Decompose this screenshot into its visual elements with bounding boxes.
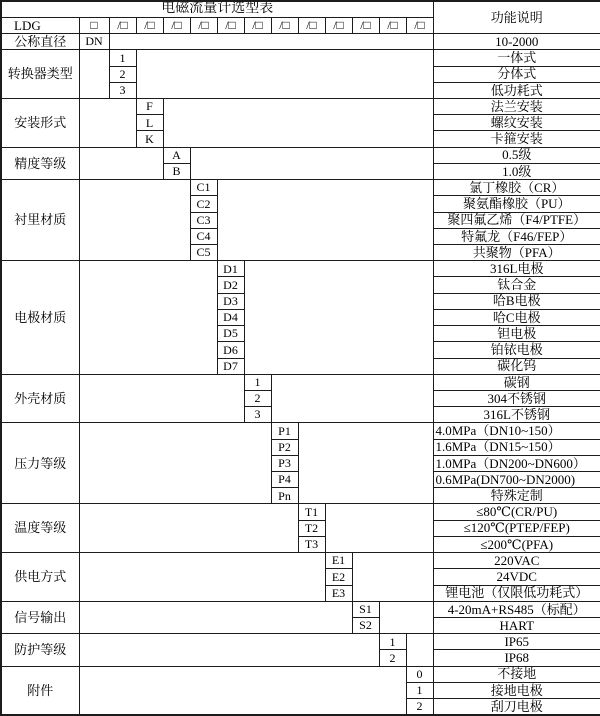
category-label: 附件 <box>1 666 79 715</box>
function-value-cell: 法兰安装 <box>433 99 600 115</box>
selection-code-cell: S1 <box>352 601 379 617</box>
selection-code-cell: 0 <box>406 666 433 682</box>
selection-code-cell: DN <box>79 34 109 50</box>
selection-code-cell: C2 <box>190 196 217 212</box>
category-label: 精度等级 <box>1 147 79 179</box>
function-value-cell: 24VDC <box>433 569 600 585</box>
function-value-cell: 不接地 <box>433 666 600 682</box>
function-value-cell: 哈B电极 <box>433 293 600 309</box>
function-value-cell: 4.0MPa（DN10~150） <box>433 423 600 439</box>
selection-code-cell: 2 <box>379 650 406 666</box>
function-value-cell: 螺纹安装 <box>433 115 600 131</box>
selection-code-cell: D5 <box>217 326 244 342</box>
selection-code-cell: P3 <box>271 455 298 471</box>
spacer-cell <box>190 147 433 179</box>
function-value-cell: 铂铱电极 <box>433 342 600 358</box>
selection-code-cell: C4 <box>190 228 217 244</box>
selection-code-cell: C5 <box>190 244 217 260</box>
spacer-cell <box>79 261 217 375</box>
function-value-cell: 刮刀电极 <box>433 699 600 715</box>
function-value-cell: ≤120℃(PTEP/FEP) <box>433 520 600 536</box>
function-value-cell: 0.6MPa(DN700~DN2000) <box>433 472 600 488</box>
function-value-cell: IP65 <box>433 634 600 650</box>
model-box-cell: /□ <box>136 17 163 33</box>
function-value-cell: 接地电极 <box>433 682 600 698</box>
function-value-cell: 316L电极 <box>433 261 600 277</box>
category-label: 衬里材质 <box>1 180 79 261</box>
function-value-cell: 聚氨酯橡胶（PU） <box>433 196 600 212</box>
selection-code-cell: D3 <box>217 293 244 309</box>
selection-row <box>1 504 600 520</box>
selection-code-cell: P4 <box>271 472 298 488</box>
selection-code-cell: L <box>136 115 163 131</box>
title-row <box>1 1 600 17</box>
selection-code-cell: D7 <box>217 358 244 374</box>
function-value-cell: 碳钢 <box>433 374 600 390</box>
spacer-cell <box>163 99 433 148</box>
selection-row <box>1 261 600 277</box>
selection-row <box>1 147 600 163</box>
function-value-cell: ≤80℃(CR/PU) <box>433 504 600 520</box>
spacer-cell <box>79 423 271 504</box>
function-value-cell: 4-20mA+RS485（标配） <box>433 601 600 617</box>
selection-code-cell: T3 <box>298 536 325 552</box>
model-box-cell: /□ <box>244 17 271 33</box>
model-box-cell: /□ <box>298 17 325 33</box>
spacer-cell <box>79 180 190 261</box>
spacer-cell <box>271 374 433 423</box>
spacer-cell <box>244 261 433 375</box>
category-label: 电极材质 <box>1 261 79 375</box>
category-label: 转换器类型 <box>1 50 79 99</box>
selection-code-cell: A <box>163 147 190 163</box>
category-label: 公称直径 <box>1 34 79 50</box>
model-box-cell: /□ <box>163 17 190 33</box>
category-label: 信号输出 <box>1 601 79 633</box>
spacer-cell <box>79 601 352 633</box>
model-box-cell: /□ <box>271 17 298 33</box>
model-prefix-cell: LDG <box>1 17 79 33</box>
selection-row <box>1 50 600 66</box>
selection-code-cell: 2 <box>406 699 433 715</box>
selection-code-cell: Pn <box>271 488 298 504</box>
selection-code-cell: D4 <box>217 309 244 325</box>
spacer-cell <box>79 666 406 715</box>
model-box-cell: /□ <box>109 17 136 33</box>
category-label: 防护等级 <box>1 634 79 666</box>
function-value-cell: ≤200℃(PFA) <box>433 536 600 552</box>
selection-code-cell: C1 <box>190 180 217 196</box>
selection-code-cell: S2 <box>352 618 379 634</box>
model-box-cell: /□ <box>190 17 217 33</box>
spacer-cell <box>136 50 433 99</box>
spacer-cell <box>379 601 433 633</box>
function-value-cell: HART <box>433 618 600 634</box>
spacer-cell <box>79 634 379 666</box>
function-value-cell: IP68 <box>433 650 600 666</box>
category-label: 温度等级 <box>1 504 79 553</box>
selection-row <box>1 423 600 439</box>
selection-code-cell: D1 <box>217 261 244 277</box>
model-box-cell: /□ <box>379 17 406 33</box>
selection-row <box>1 634 600 650</box>
function-value-cell: 一体式 <box>433 50 600 66</box>
spacer-cell <box>217 180 433 261</box>
function-value-cell: 特殊定制 <box>433 488 600 504</box>
model-box-cell: /□ <box>325 17 352 33</box>
function-value-cell: 1.0级 <box>433 163 600 179</box>
function-value-cell: 钛合金 <box>433 277 600 293</box>
selection-code-cell: E2 <box>325 569 352 585</box>
spacer-cell <box>79 553 325 602</box>
selection-code-cell: K <box>136 131 163 147</box>
selection-row <box>1 180 600 196</box>
spacer-cell <box>79 50 109 99</box>
table-title: 电磁流量计选型表 <box>1 1 433 17</box>
selection-row <box>1 553 600 569</box>
function-value-cell: 1.0MPa（DN200~DN600） <box>433 455 600 471</box>
function-value-cell: 220VAC <box>433 553 600 569</box>
category-label: 安装形式 <box>1 99 79 148</box>
spacer-cell <box>79 374 244 423</box>
function-column-header: 功能说明 <box>433 1 600 34</box>
spacer-cell <box>79 99 136 148</box>
selection-code-cell: 1 <box>379 634 406 650</box>
category-label: 外壳材质 <box>1 374 79 423</box>
selection-code-cell: D2 <box>217 277 244 293</box>
function-value-cell: 10-2000 <box>433 34 600 50</box>
spacer-cell <box>406 634 433 666</box>
spacer-cell <box>352 553 433 602</box>
function-value-cell: 哈C电极 <box>433 309 600 325</box>
function-value-cell: 316L不锈钢 <box>433 407 600 423</box>
selection-code-cell: F <box>136 99 163 115</box>
selection-code-cell: 1 <box>109 50 136 66</box>
selection-code-cell: 2 <box>244 390 271 406</box>
spacer-cell <box>79 504 298 553</box>
model-box-cell: /□ <box>406 17 433 33</box>
function-value-cell: 304不锈钢 <box>433 390 600 406</box>
selection-code-cell: B <box>163 163 190 179</box>
function-value-cell: 低功耗式 <box>433 82 600 98</box>
function-value-cell: 0.5级 <box>433 147 600 163</box>
selection-code-cell: P2 <box>271 439 298 455</box>
selection-row <box>1 601 600 617</box>
selection-code-cell: E1 <box>325 553 352 569</box>
selection-code-cell: 3 <box>109 82 136 98</box>
function-value-cell: 锂电池（仅限低功耗式） <box>433 585 600 601</box>
function-value-cell: 卡箍安装 <box>433 131 600 147</box>
function-value-cell: 氯丁橡胶（CR） <box>433 180 600 196</box>
function-value-cell: 共聚物（PFA） <box>433 244 600 260</box>
selection-code-cell: T2 <box>298 520 325 536</box>
function-value-cell: 特氟龙（F46/FEP） <box>433 228 600 244</box>
function-value-cell: 碳化钨 <box>433 358 600 374</box>
selection-code-cell: D6 <box>217 342 244 358</box>
selection-code-cell: 2 <box>109 66 136 82</box>
selection-code-cell: P1 <box>271 423 298 439</box>
spacer-cell <box>298 423 433 504</box>
selection-code-cell: C3 <box>190 212 217 228</box>
selection-code-cell: T1 <box>298 504 325 520</box>
selection-code-cell: 1 <box>406 682 433 698</box>
model-box-cell: □ <box>79 17 109 33</box>
category-label: 压力等级 <box>1 423 79 504</box>
model-box-cell: /□ <box>217 17 244 33</box>
model-box-cell: /□ <box>352 17 379 33</box>
category-label: 供电方式 <box>1 553 79 602</box>
function-value-cell: 聚四氟乙烯（F4/PTFE） <box>433 212 600 228</box>
selection-row <box>1 374 600 390</box>
spacer-cell <box>109 34 433 50</box>
function-value-cell: 钽电极 <box>433 326 600 342</box>
spacer-cell <box>79 147 163 179</box>
selection-row <box>1 34 600 50</box>
selection-code-cell: 3 <box>244 407 271 423</box>
function-value-cell: 分体式 <box>433 66 600 82</box>
function-value-cell: 1.6MPa（DN15~150） <box>433 439 600 455</box>
selection-code-cell: 1 <box>244 374 271 390</box>
selection-row <box>1 99 600 115</box>
spacer-cell <box>325 504 433 553</box>
selection-code-cell: E3 <box>325 585 352 601</box>
selection-row <box>1 666 600 682</box>
